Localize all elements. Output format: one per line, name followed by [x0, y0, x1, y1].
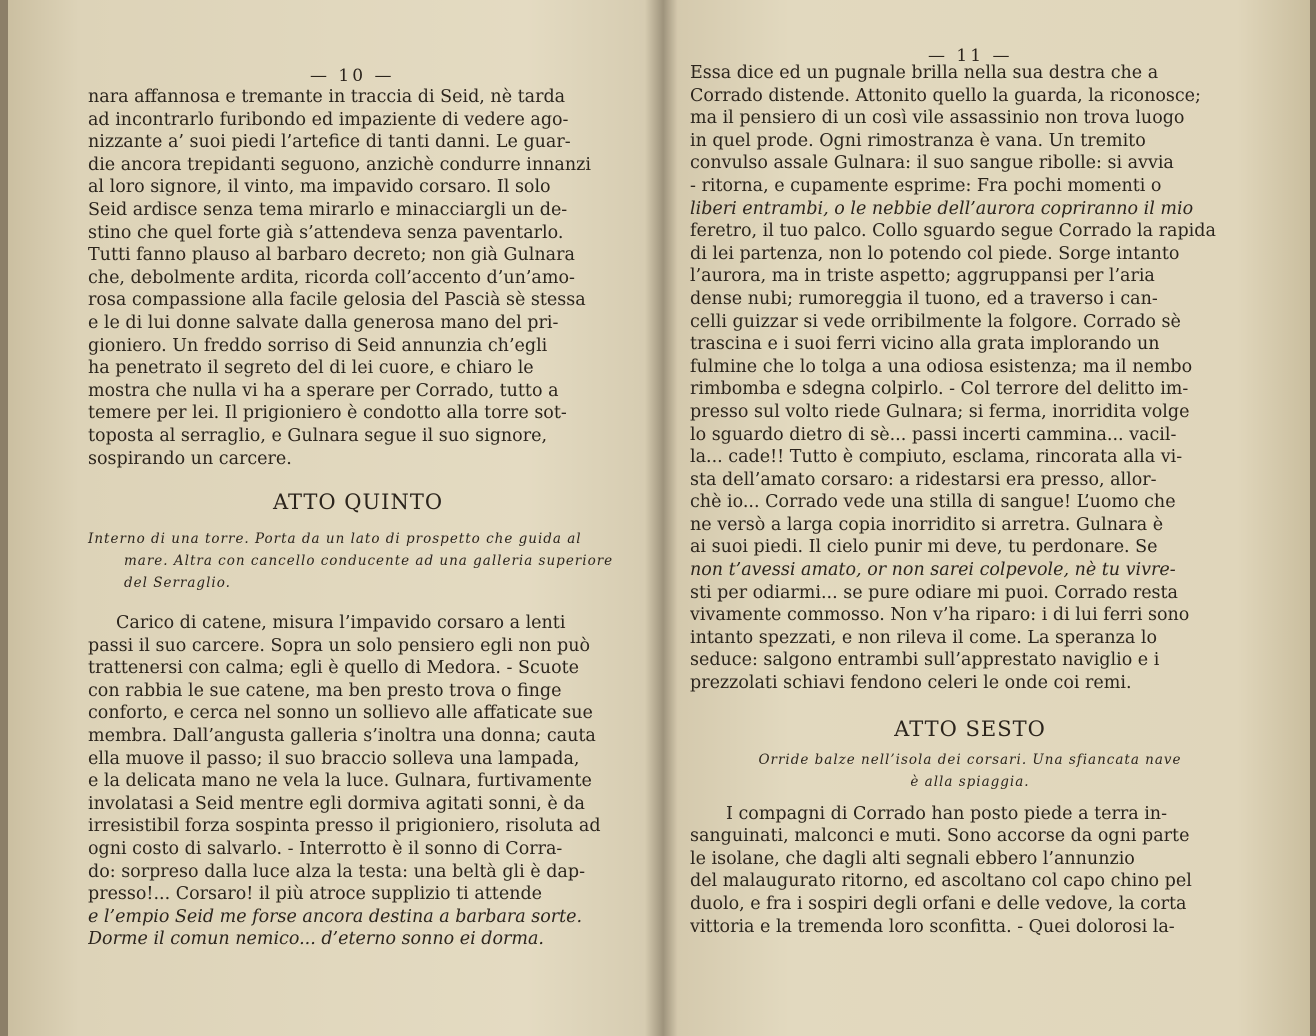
- text-line: die ancora trepidanti seguono, anzichè condurre innanzi: [88, 154, 591, 175]
- text-line: la... cade!! Tutto è compiuto, esclama, rincorata alla vi-: [690, 447, 1183, 468]
- act-heading: ATTO QUINTO: [272, 490, 444, 515]
- stage-direction: [88, 528, 628, 594]
- text-line: toposta al serraglio, e Gulnara segue il suo signore,: [88, 425, 548, 446]
- text-line: do: sorpreso dalla luce alza la testa: una beltà gli è dap-: [88, 861, 585, 882]
- text-line: stino che quel forte già s’attendeva senza paventarlo.: [88, 222, 564, 243]
- text-line: e l’empio Seid me forse ancora destina a barbara sorte.: [88, 906, 583, 927]
- text-line: ha penetrato il segreto del di lei cuore, e chiaro le: [88, 358, 534, 379]
- text-line: nizzante a’ suoi piedi l’artefice di tanti danni. Le guar-: [88, 132, 571, 153]
- text-line: con rabbia le sue catene, ma ben presto trova o finge: [88, 680, 562, 701]
- text-line: le isolane, che dagli alti segnali ebbero l’annunzio: [690, 848, 1135, 869]
- left-page-text: [88, 86, 628, 951]
- paragraph: [88, 612, 628, 951]
- text-line: lo sguardo dietro di sè... passi incerti cammina... vacil-: [690, 424, 1177, 445]
- stage-direction: [690, 749, 1250, 793]
- text-line: del malaugurato ritorno, ed ascoltano col capo chino pel: [690, 871, 1192, 892]
- page-edge-right: [1310, 0, 1316, 1036]
- text-line: sanguinati, malconci e muti. Sono accorse da ogni parte: [690, 826, 1190, 847]
- text-line: trascina e i suoi ferri vicino alla grata implorando un: [690, 334, 1160, 355]
- text-line: irresistibil forza sospinta presso il prigioniero, risoluta ad: [88, 816, 601, 837]
- text-line: prezzolati schiavi fendono celeri le onde coi remi.: [690, 673, 1132, 694]
- text-line: ai suoi piedi. Il cielo punir mi deve, tu perdonare. Se: [690, 537, 1158, 558]
- text-line: al loro signore, il vinto, ma impavido corsaro. Il solo: [88, 177, 551, 198]
- text-line: presso sul volto riede Gulnara; si ferma, inorridita volge: [690, 401, 1190, 422]
- text-line: nara affannosa e tremante in traccia di Seid, nè tarda: [88, 87, 566, 107]
- text-line: ad incontrarlo furibondo ed impaziente di vedere ago-: [88, 109, 569, 130]
- text-line: liberi entrambi, o le nebbie dell’aurora copriranno il mio: [690, 198, 1194, 219]
- text-line: celli guizzar si vede orribilmente la folgore. Corrado sè: [690, 311, 1181, 332]
- text-line: e la delicata mano ne vela la luce. Gulnara, furtivamente: [88, 771, 592, 792]
- text-line: in quel prode. Ogni rimostranza è vana. Un tremito: [690, 130, 1146, 151]
- text-line: passi il suo carcere. Sopra un solo pensiero egli non può: [88, 635, 591, 656]
- stage-line: Interno di una torre. Porta da un lato di prospetto che guida al: [88, 531, 582, 548]
- text-line: vittoria e la tremenda loro sconfitta. - Quei dolorosi la-: [690, 916, 1175, 937]
- page-number: — 10 —: [310, 66, 395, 86]
- text-line: non t’avessi amato, or non sarei colpevole, nè tu vivre-: [690, 560, 1176, 581]
- text-line: e le di lui donne salvate dalla generosa mano del pri-: [88, 312, 559, 333]
- text-line: feretro, il tuo palco. Collo sguardo segue Corrado la rapida: [690, 221, 1216, 242]
- text-line: fulmine che lo tolga a una odiosa esistenza; ma il nembo: [690, 356, 1193, 377]
- text-line: presso!... Corsaro! il più atroce supplizio ti attende: [88, 884, 543, 905]
- text-line: sta dell’amato corsaro: a ridestarsi era presso, allor-: [690, 469, 1157, 490]
- text-line: che, debolmente ardita, ricorda coll’accento d’un’amo-: [88, 267, 575, 288]
- text-line: gioniero. Un freddo sorriso di Seid annunzia ch’egli: [88, 335, 548, 356]
- text-line: ella muove il passo; il suo braccio solleva una lampada,: [88, 748, 580, 769]
- text-line: ogni costo di salvarlo. - Interrotto è il sonno di Corra-: [88, 839, 563, 860]
- text-line: membra. Dall’angusta galleria s’inoltra una donna; cauta: [88, 726, 596, 747]
- text-line: trattenersi con calma; egli è quello di Medora. - Scuote: [88, 658, 579, 679]
- text-line: Seid ardisce senza tema mirarlo e minacciargli un de-: [88, 199, 568, 220]
- stage-line: Orride balze nell’isola dei corsari. Una sfiancata nave: [758, 751, 1182, 768]
- text-line: duolo, e fra i sospiri degli orfani e delle vedove, la corta: [690, 894, 1187, 914]
- text-line: rosa compassione alla facile gelosia del Pascià sè stessa: [88, 290, 586, 311]
- text-line: convulso assale Gulnara: il suo sangue ribolle: si avvia: [690, 153, 1174, 174]
- text-line: seduce: salgono entrambi sull’apprestato naviglio e i: [690, 650, 1160, 671]
- left-page: [88, 0, 628, 1036]
- text-line: Carico di catene, misura l’impavido corsaro a lenti: [116, 613, 566, 634]
- text-line: rimbomba e sdegna colpirlo. - Col terrore del delitto im-: [690, 379, 1189, 400]
- paragraph: [690, 62, 1250, 695]
- text-line: intanto spezzati, e non rileva il come. La speranza lo: [690, 627, 1158, 648]
- stage-line: del Serraglio.: [124, 575, 231, 592]
- text-line: sti per odiarmi... se pure odiare mi puoi. Corrado resta: [690, 582, 1178, 603]
- paragraph: [690, 803, 1250, 939]
- text-line: conforto, e cerca nel sonno un sollievo alle affaticate sue: [88, 703, 593, 724]
- right-page-text: [690, 62, 1250, 938]
- right-page: [690, 0, 1250, 1036]
- page-edge-left: [0, 0, 8, 1036]
- text-line: di lei partenza, non lo potendo col piede. Sorge intanto: [690, 243, 1180, 264]
- text-line: ma il pensiero di un così vile assassinio non trova luogo: [690, 108, 1185, 129]
- text-line: Tutti fanno plauso al barbaro decreto; non già Gulnara: [88, 245, 575, 266]
- text-line: dense nubi; rumoreggia il tuono, ed a traverso i can-: [690, 288, 1158, 309]
- act-heading: ATTO SESTO: [894, 716, 1046, 741]
- text-line: sospirando un carcere.: [88, 448, 292, 469]
- text-line: involatasi a Seid mentre egli dormiva agitati sonni, è da: [88, 793, 585, 814]
- text-line: chè io... Corrado vede una stilla di sangue! L’uomo che: [690, 492, 1176, 513]
- text-line: mostra che nulla vi ha a sperare per Corrado, tutto a: [88, 380, 559, 401]
- text-line: ne versò a larga copia inorridito si arretra. Gulnara è: [690, 514, 1164, 535]
- text-line: Dorme il comun nemico... d’eterno sonno ei dorma.: [88, 929, 544, 950]
- page-number: — 11 —: [928, 46, 1013, 66]
- text-line: temere per lei. Il prigioniero è condotto alla torre sot-: [88, 403, 567, 424]
- paragraph: [88, 86, 628, 470]
- text-line: Essa dice ed un pugnale brilla nella sua destra che a: [690, 63, 1159, 83]
- text-line: Corrado distende. Attonito quello la guarda, la riconosce;: [690, 85, 1201, 106]
- text-line: I compagni di Corrado han posto piede a terra in-: [726, 803, 1167, 824]
- text-line: - ritorna, e cupamente esprime: Fra pochi momenti o: [690, 175, 1162, 196]
- text-line: vivamente commosso. Non v’ha riparo: i di lui ferri sono: [690, 605, 1190, 626]
- stage-line: mare. Altra con cancello conducente ad una galleria superiore: [124, 553, 614, 570]
- text-line: l’aurora, ma in triste aspetto; aggruppansi per l’aria: [690, 266, 1155, 287]
- stage-line: è alla spiaggia.: [910, 773, 1030, 790]
